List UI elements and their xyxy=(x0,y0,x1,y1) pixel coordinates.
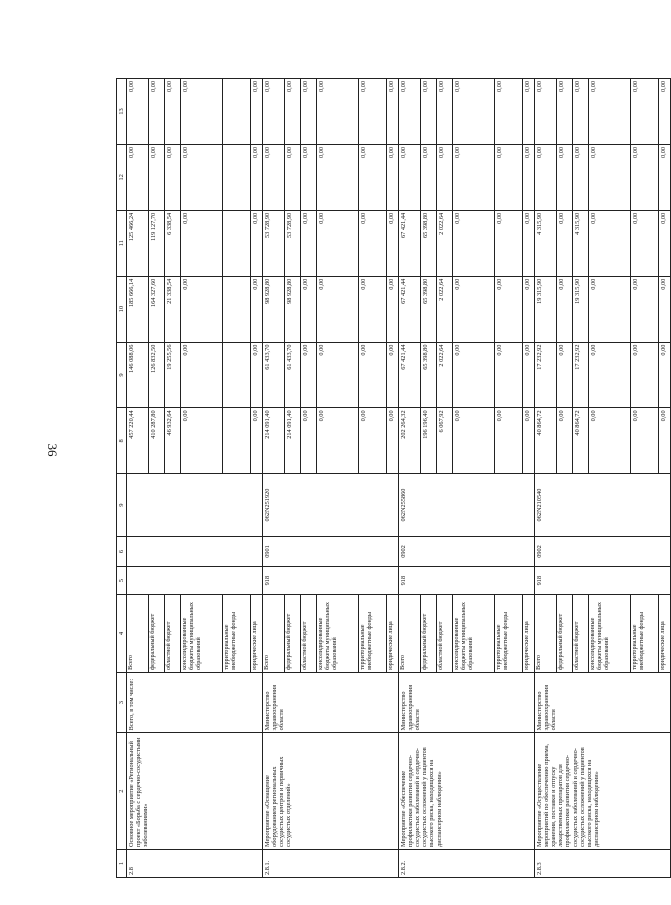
funding-source: юридические лица xyxy=(659,595,671,673)
amount-cell: 0,00 xyxy=(165,79,181,145)
amount-cell: 119 127,70 xyxy=(149,210,165,276)
amount-cell: 0,00 xyxy=(359,210,387,276)
amount-cell: 0,00 xyxy=(631,342,659,408)
amount-cell: 65 398,80 xyxy=(421,342,437,408)
code-csr: 062N251920 xyxy=(263,474,399,537)
amount-cell: 0,00 xyxy=(557,144,573,210)
section-executor: Всего, в том числе: xyxy=(127,672,263,732)
amount-cell: 0,00 xyxy=(523,342,535,408)
amount-cell: 98 928,80 xyxy=(285,276,301,342)
amount-cell: 0,00 xyxy=(301,144,317,210)
amount-cell: 0,00 xyxy=(359,144,387,210)
amount-cell: 0,00 xyxy=(285,79,301,145)
amount-cell: 0,00 xyxy=(251,210,263,276)
amount-cell: 17 232,92 xyxy=(573,342,589,408)
section-number: 2.8.2. xyxy=(399,849,535,877)
funding-source: территориальные внебюджетные фонды xyxy=(223,595,251,673)
section-title: Мероприятие «Оснащение оборудованием региональных сосудистых центров и первичных сосудистых отделений» xyxy=(263,733,399,850)
code-rzpr: 0902 xyxy=(535,536,671,566)
funding-source: Всего xyxy=(535,595,557,673)
amount-cell: 0,00 xyxy=(127,144,149,210)
amount-cell: 53 728,90 xyxy=(263,210,285,276)
funding-source: областной бюджет xyxy=(165,595,181,673)
funding-source: юридические лица xyxy=(523,595,535,673)
amount-cell: 214 091,40 xyxy=(263,408,285,474)
amount-cell: 0,00 xyxy=(453,79,495,145)
header-cell: 4 xyxy=(117,595,127,673)
amount-cell: 0,00 xyxy=(557,79,573,145)
page-number: 36 xyxy=(45,443,60,457)
amount-cell: 65 398,80 xyxy=(421,276,437,342)
amount-cell: 67 421,44 xyxy=(399,276,421,342)
amount-cell: 0,00 xyxy=(251,144,263,210)
amount-cell: 0,00 xyxy=(359,408,387,474)
code-grbs xyxy=(127,567,263,595)
amount-cell: 0,00 xyxy=(453,210,495,276)
amount-cell: 0,00 xyxy=(523,276,535,342)
amount-cell: 202 264,32 xyxy=(399,408,421,474)
amount-cell: 2 022,64 xyxy=(437,210,453,276)
amount-cell: 185 666,14 xyxy=(127,276,149,342)
amount-cell: 0,00 xyxy=(399,79,421,145)
amount-cell: 0,00 xyxy=(631,276,659,342)
amount-cell xyxy=(223,276,251,342)
amount-cell: 17 232,92 xyxy=(535,342,557,408)
funding-source: федеральный бюджет xyxy=(421,595,437,673)
rotated-table-wrapper xyxy=(116,78,668,878)
budget-table xyxy=(116,78,671,878)
amount-cell: 126 832,50 xyxy=(149,342,165,408)
code-rzpr: 0901 xyxy=(263,536,399,566)
funding-source: Всего xyxy=(399,595,421,673)
amount-cell: 0,00 xyxy=(263,79,285,145)
amount-cell: 0,00 xyxy=(659,408,671,474)
amount-cell xyxy=(223,408,251,474)
amount-cell: 61 433,70 xyxy=(263,342,285,408)
amount-cell: 0,00 xyxy=(589,210,631,276)
funding-source: территориальные внебюджетные фонды xyxy=(631,595,659,673)
amount-cell: 0,00 xyxy=(359,342,387,408)
amount-cell: 0,00 xyxy=(251,342,263,408)
amount-cell: 410 287,80 xyxy=(149,408,165,474)
amount-cell: 0,00 xyxy=(387,408,399,474)
code-grbs: 918 xyxy=(399,567,535,595)
amount-cell: 0,00 xyxy=(301,79,317,145)
amount-cell: 0,00 xyxy=(523,210,535,276)
amount-cell: 0,00 xyxy=(149,144,165,210)
funding-source: консолидированные бюджеты муниципальных образований xyxy=(317,595,359,673)
amount-cell: 0,00 xyxy=(181,342,223,408)
section-number: 2.8.1. xyxy=(263,849,399,877)
table-row xyxy=(263,79,285,878)
amount-cell: 4 315,90 xyxy=(535,210,557,276)
amount-cell: 214 091,40 xyxy=(285,408,301,474)
amount-cell: 0,00 xyxy=(301,342,317,408)
amount-cell: 0,00 xyxy=(523,79,535,145)
amount-cell: 0,00 xyxy=(421,79,437,145)
amount-cell: 0,00 xyxy=(317,342,359,408)
amount-cell: 0,00 xyxy=(535,144,557,210)
amount-cell: 0,00 xyxy=(437,79,453,145)
amount-cell: 0,00 xyxy=(659,79,671,145)
header-cell: 9 xyxy=(117,474,127,537)
section-title: Основное мероприятие «Региональный проект «Борьба с сердечно-сосудистыми заболеваниями» xyxy=(127,733,263,850)
code-csr: 062N210540 xyxy=(535,474,671,537)
code-csr: 062N255860 xyxy=(399,474,535,537)
header-cell: 1 xyxy=(117,849,127,877)
funding-source: федеральный бюджет xyxy=(557,595,573,673)
funding-source: областной бюджет xyxy=(301,595,317,673)
code-grbs: 918 xyxy=(263,567,399,595)
header-cell: 9 xyxy=(117,342,127,408)
amount-cell: 0,00 xyxy=(589,408,631,474)
amount-cell: 40 864,72 xyxy=(535,408,557,474)
amount-cell: 0,00 xyxy=(589,79,631,145)
header-cell: 10 xyxy=(117,276,127,342)
amount-cell: 0,00 xyxy=(659,210,671,276)
amount-cell: 0,00 xyxy=(181,79,223,145)
amount-cell: 19 255,56 xyxy=(165,342,181,408)
funding-source: федеральный бюджет xyxy=(285,595,301,673)
amount-cell: 457 220,44 xyxy=(127,408,149,474)
amount-cell: 67 421,44 xyxy=(399,342,421,408)
amount-cell: 0,00 xyxy=(181,144,223,210)
funding-source: территориальные внебюджетные фонды xyxy=(359,595,387,673)
amount-cell: 0,00 xyxy=(453,408,495,474)
amount-cell: 0,00 xyxy=(301,276,317,342)
amount-cell: 61 433,70 xyxy=(285,342,301,408)
funding-source: консолидированные бюджеты муниципальных образований xyxy=(181,595,223,673)
section-executor: Министерство здравоохранения области xyxy=(535,672,671,732)
header-cell: 5 xyxy=(117,567,127,595)
funding-source: юридические лица xyxy=(251,595,263,673)
amount-cell: 0,00 xyxy=(631,79,659,145)
amount-cell xyxy=(223,210,251,276)
amount-cell: 0,00 xyxy=(535,79,557,145)
amount-cell: 0,00 xyxy=(573,79,589,145)
amount-cell: 0,00 xyxy=(181,210,223,276)
header-cell: 8 xyxy=(117,408,127,474)
amount-cell: 0,00 xyxy=(165,144,181,210)
amount-cell: 0,00 xyxy=(387,276,399,342)
amount-cell: 0,00 xyxy=(573,144,589,210)
amount-cell: 0,00 xyxy=(495,342,523,408)
amount-cell: 53 728,90 xyxy=(285,210,301,276)
amount-cell: 65 398,80 xyxy=(421,210,437,276)
amount-cell: 164 327,60 xyxy=(149,276,165,342)
amount-cell: 0,00 xyxy=(495,408,523,474)
amount-cell: 0,00 xyxy=(301,210,317,276)
section-executor: Министерство здравоохранения области xyxy=(399,672,535,732)
funding-source: юридические лица xyxy=(387,595,399,673)
amount-cell: 196 196,40 xyxy=(421,408,437,474)
amount-cell: 0,00 xyxy=(127,79,149,145)
amount-cell: 19 315,90 xyxy=(535,276,557,342)
amount-cell: 0,00 xyxy=(317,210,359,276)
amount-cell: 0,00 xyxy=(557,210,573,276)
amount-cell: 0,00 xyxy=(251,276,263,342)
section-number: 2.8.3 xyxy=(535,849,671,877)
amount-cell: 0,00 xyxy=(317,144,359,210)
amount-cell: 0,00 xyxy=(631,210,659,276)
amount-cell: 0,00 xyxy=(317,79,359,145)
header-cell: 13 xyxy=(117,79,127,145)
amount-cell: 21 338,54 xyxy=(165,276,181,342)
header-cell: 6 xyxy=(117,536,127,566)
amount-cell: 0,00 xyxy=(659,276,671,342)
amount-cell: 0,00 xyxy=(631,408,659,474)
amount-cell: 19 315,90 xyxy=(573,276,589,342)
amount-cell: 0,00 xyxy=(149,79,165,145)
amount-cell: 0,00 xyxy=(589,144,631,210)
amount-cell: 0,00 xyxy=(359,79,387,145)
funding-source: территориальные внебюджетные фонды xyxy=(495,595,523,673)
amount-cell: 0,00 xyxy=(421,144,437,210)
amount-cell: 0,00 xyxy=(659,342,671,408)
amount-cell: 0,00 xyxy=(387,144,399,210)
amount-cell: 0,00 xyxy=(495,144,523,210)
amount-cell: 67 421,44 xyxy=(399,210,421,276)
funding-source: консолидированные бюджеты муниципальных образований xyxy=(589,595,631,673)
header-cell: 3 xyxy=(117,672,127,732)
code-rzpr xyxy=(127,536,263,566)
amount-cell: 0,00 xyxy=(495,79,523,145)
amount-cell: 0,00 xyxy=(387,342,399,408)
amount-cell: 98 928,80 xyxy=(263,276,285,342)
amount-cell: 0,00 xyxy=(589,342,631,408)
amount-cell: 2 022,64 xyxy=(437,276,453,342)
header-cell: 2 xyxy=(117,733,127,850)
amount-cell: 46 932,64 xyxy=(165,408,181,474)
section-executor: Министерство здравоохранения области xyxy=(263,672,399,732)
funding-source: областной бюджет xyxy=(437,595,453,673)
amount-cell: 0,00 xyxy=(453,342,495,408)
amount-cell: 0,00 xyxy=(453,276,495,342)
amount-cell: 0,00 xyxy=(453,144,495,210)
funding-source: консолидированные бюджеты муниципальных образований xyxy=(453,595,495,673)
header-cell: 11 xyxy=(117,210,127,276)
amount-cell: 0,00 xyxy=(523,408,535,474)
amount-cell: 6 338,54 xyxy=(165,210,181,276)
section-title: Мероприятие «Осуществление мероприятий по обеспечению приема, хранения, поставки и отпуску лекарственных препаратов для профилактики развития сердечно-сосудистых заболеваний и сердечно-сосудистых осложнений у пациентов высокого риска, находящихся на диспансерном наблюдении» xyxy=(535,733,671,850)
amount-cell xyxy=(223,144,251,210)
amount-cell: 0,00 xyxy=(437,144,453,210)
funding-source: Всего xyxy=(263,595,285,673)
amount-cell: 0,00 xyxy=(301,408,317,474)
funding-source: федеральный бюджет xyxy=(149,595,165,673)
code-rzpr: 0902 xyxy=(399,536,535,566)
amount-cell: 0,00 xyxy=(359,276,387,342)
table-row xyxy=(127,79,149,878)
amount-cell: 146 088,06 xyxy=(127,342,149,408)
amount-cell: 0,00 xyxy=(285,144,301,210)
amount-cell: 0,00 xyxy=(557,342,573,408)
header-row xyxy=(117,79,127,878)
amount-cell: 0,00 xyxy=(263,144,285,210)
funding-source: Всего xyxy=(127,595,149,673)
amount-cell: 0,00 xyxy=(495,276,523,342)
amount-cell: 0,00 xyxy=(317,276,359,342)
amount-cell: 0,00 xyxy=(387,210,399,276)
amount-cell: 0,00 xyxy=(317,408,359,474)
amount-cell: 0,00 xyxy=(631,144,659,210)
amount-cell: 0,00 xyxy=(523,144,535,210)
amount-cell: 0,00 xyxy=(495,210,523,276)
amount-cell: 0,00 xyxy=(589,276,631,342)
amount-cell: 0,00 xyxy=(557,408,573,474)
amount-cell: 0,00 xyxy=(399,144,421,210)
amount-cell: 40 864,72 xyxy=(573,408,589,474)
amount-cell: 125 466,24 xyxy=(127,210,149,276)
amount-cell xyxy=(223,342,251,408)
table-row xyxy=(399,79,421,878)
amount-cell: 0,00 xyxy=(181,408,223,474)
funding-source: областной бюджет xyxy=(573,595,589,673)
code-csr xyxy=(127,474,263,537)
amount-cell: 0,00 xyxy=(387,79,399,145)
amount-cell: 0,00 xyxy=(181,276,223,342)
section-number: 2.8 xyxy=(127,849,263,877)
amount-cell: 6 067,92 xyxy=(437,408,453,474)
amount-cell: 4 315,90 xyxy=(573,210,589,276)
section-title: Мероприятие «Обеспечение профилактики развития сердечно-сосудистых заболеваний и сердечно-сосудистых осложнений у пациентов высокого риска, находящихся на диспансерном наблюдении» xyxy=(399,733,535,850)
amount-cell: 0,00 xyxy=(251,408,263,474)
code-grbs: 918 xyxy=(535,567,671,595)
amount-cell: 2 022,64 xyxy=(437,342,453,408)
amount-cell: 0,00 xyxy=(251,79,263,145)
header-cell: 12 xyxy=(117,144,127,210)
amount-cell xyxy=(223,79,251,145)
table-row xyxy=(535,79,557,878)
amount-cell: 0,00 xyxy=(557,276,573,342)
amount-cell: 0,00 xyxy=(659,144,671,210)
